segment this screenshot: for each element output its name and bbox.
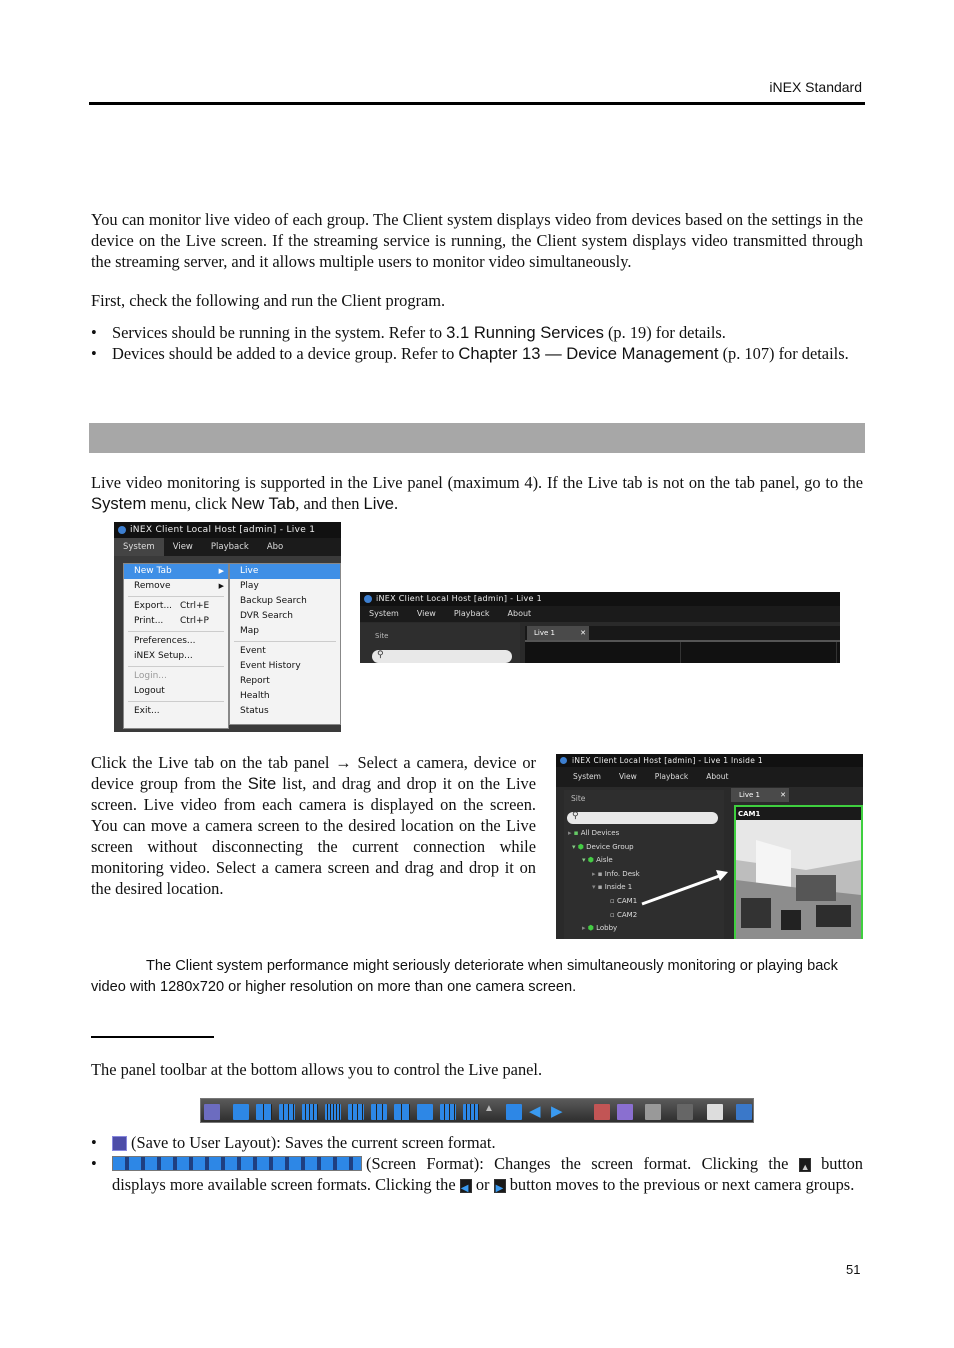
menu-bar <box>360 606 840 622</box>
menu-about[interactable]: About <box>706 772 729 781</box>
submenu-item-event-history[interactable]: Event History <box>240 661 301 671</box>
prerequisite-list <box>91 322 863 364</box>
menu-item-remove[interactable] <box>124 579 228 594</box>
expand-arrow-icon: ▸ <box>568 829 574 837</box>
submenu-item-dvr-search[interactable]: DVR Search <box>240 611 293 621</box>
submenu-item-map[interactable]: Map <box>240 626 259 636</box>
menu-separator <box>234 641 336 642</box>
bullet-icon: • <box>91 1133 97 1152</box>
app-logo-icon <box>118 526 126 534</box>
camera-label: CAM1 <box>738 810 761 818</box>
site-panel <box>564 790 724 939</box>
tree-item-label: CAM2 <box>616 910 638 919</box>
layout-lock-icon[interactable] <box>677 1104 693 1120</box>
toolbar-list <box>91 1132 863 1195</box>
previous-group-icon: ◀ <box>460 1179 472 1193</box>
layout-8-icon[interactable] <box>394 1104 410 1120</box>
layout-1x1-icon[interactable] <box>233 1104 249 1120</box>
collapse-arrow-icon: ▾ <box>592 883 598 892</box>
tree-item-label: CAM1 <box>616 896 638 905</box>
submenu-arrow-icon: ▶ <box>218 582 224 590</box>
menu-view[interactable]: View <box>618 772 637 781</box>
menu-item-label: Print... <box>134 616 164 626</box>
tree-item-device-group[interactable] <box>568 841 724 855</box>
more-formats-arrow-icon[interactable]: ▲ <box>484 1103 494 1114</box>
menu-item-new-tab[interactable] <box>124 564 228 579</box>
intro-paragraph: You can monitor live video of each group. The Client system displays video from devices based on the settings in the device on the Live screen. If the streaming service is running, the Client system displays video transmitted through the streaming server, and it allows multiple users to monitor video simultaneously. <box>91 210 863 271</box>
window-titlebar <box>114 522 341 538</box>
menu-item-label: New Tab <box>134 566 172 576</box>
list-name-site: Site <box>247 774 277 793</box>
live-panel-area <box>525 626 840 663</box>
sequence-icon[interactable] <box>594 1104 610 1120</box>
submenu-item-play[interactable]: Play <box>240 581 259 591</box>
menu-system[interactable]: System <box>573 772 601 781</box>
list-item-text: Services should be running in the system. Refer to <box>112 323 447 342</box>
save-layout-icon <box>112 1136 127 1151</box>
menu-about[interactable]: Abo <box>266 542 284 552</box>
save-layout-icon[interactable] <box>204 1104 220 1120</box>
layout-2x2-icon[interactable] <box>256 1104 272 1120</box>
window-title: iNEX Client Local Host [admin] - Live 1 <box>130 525 316 535</box>
group-icon: ⬢ <box>577 842 587 851</box>
list-item <box>91 1132 863 1153</box>
site-panel-title: Site <box>375 632 389 640</box>
screen-format-icons <box>112 1156 362 1171</box>
list-item <box>91 322 863 343</box>
menu-item-login: Login... <box>134 671 167 681</box>
submenu-item-live[interactable]: Live <box>230 564 340 579</box>
screenshot-live-camera <box>556 754 863 939</box>
menu-playback[interactable]: Playback <box>453 609 490 618</box>
intro-check-paragraph: First, check the following and run the Client program. <box>91 291 446 310</box>
screenshot-system-menu <box>114 522 341 732</box>
submenu-item-event[interactable]: Event <box>240 646 266 656</box>
app-logo-icon <box>560 757 567 764</box>
menu-view[interactable]: View <box>172 542 193 552</box>
layout-16-icon[interactable] <box>463 1104 479 1120</box>
window-title: iNEX Client Local Host [admin] - Live 1 <box>376 594 542 603</box>
expand-arrow-icon: ▸ <box>592 869 598 878</box>
list-item-text: button displays more available screen formats. Clicking the <box>112 1154 863 1194</box>
tree-item-all-devices[interactable] <box>568 827 724 841</box>
performance-note: The Client system performance might seriously deteriorate when simultaneously monitoring or playing back video with 1280x720 or higher resolution on more than one camera screen. <box>91 958 838 995</box>
menu-about[interactable]: About <box>507 609 532 618</box>
menu-system[interactable]: System <box>369 609 399 618</box>
close-icon[interactable]: ✕ <box>580 629 586 637</box>
window-title: iNEX Client Local Host [admin] - Live 1 Inside 1 <box>572 756 763 765</box>
collapse-arrow-icon: ▾ <box>582 856 588 865</box>
site-search-input[interactable] <box>567 812 718 824</box>
camera-icon: ▫ <box>610 910 617 919</box>
more-formats-arrow-icon: ▲ <box>799 1158 811 1172</box>
search-icon: ⚲ <box>572 811 579 821</box>
group-icon: ⬢ <box>587 924 597 933</box>
expand-arrow-icon: ▸ <box>582 924 588 933</box>
next-group-icon[interactable]: ▶ <box>551 1104 563 1120</box>
text: Live video monitoring is supported in the Live panel (maximum 4). If the Live tab is not on the tab panel, go to the <box>91 473 863 492</box>
panel-toolbar <box>200 1098 754 1123</box>
menu-item-preferences[interactable]: Preferences... <box>134 636 196 646</box>
menu-separator <box>128 631 224 632</box>
tree-item-label: Device Group <box>586 842 634 851</box>
search-icon: ⚲ <box>377 650 384 660</box>
group-icon: ⬢ <box>587 856 597 865</box>
submenu-item-backup-search[interactable]: Backup Search <box>240 596 307 606</box>
tree-item-label: All Devices <box>580 829 620 837</box>
shortcut-label: Ctrl+P <box>180 616 209 626</box>
tab-live[interactable] <box>527 626 589 640</box>
aspect-ratio-icon[interactable] <box>645 1104 661 1120</box>
drag-arrow-icon <box>636 866 736 911</box>
list-item <box>91 343 863 364</box>
tree-item-label: Inside 1 <box>604 883 633 892</box>
running-header: iNEX Standard <box>769 79 862 95</box>
list-item-text: Devices should be added to a device group. Refer to <box>112 344 459 363</box>
tree-item-lobby[interactable] <box>568 922 724 936</box>
layout-3x3-icon[interactable] <box>279 1104 295 1120</box>
layout-4x4-icon[interactable] <box>302 1104 318 1120</box>
site-search-input[interactable] <box>372 650 512 663</box>
microphone-icon[interactable] <box>736 1104 752 1120</box>
shortcut-label: Ctrl+E <box>180 601 210 611</box>
tab-live[interactable] <box>731 788 789 802</box>
menu-separator <box>128 701 224 702</box>
menu-bar <box>556 767 863 787</box>
camera-video-image <box>736 820 861 939</box>
device-icon: ▪ <box>573 829 581 837</box>
camera-grid <box>525 640 840 663</box>
menu-item-exit[interactable]: Exit... <box>134 706 160 716</box>
menu-view[interactable]: View <box>416 609 436 618</box>
list-item-text: (p. 19) for details. <box>603 323 726 342</box>
tab-label: Live 1 <box>739 791 760 799</box>
layout-5x5-icon[interactable] <box>325 1104 341 1120</box>
device-icon: ▪ <box>597 883 605 892</box>
tree-item-label: Lobby <box>596 924 618 933</box>
toolbar-intro: The panel toolbar at the bottom allows you to control the Live panel. <box>91 1060 543 1079</box>
panel-list-icon[interactable] <box>707 1104 723 1120</box>
header-rule <box>89 102 865 105</box>
screenshot-live-tab <box>360 592 840 663</box>
collapse-arrow-icon: ▾ <box>572 842 578 851</box>
text: , and then <box>295 494 364 513</box>
camera-view[interactable] <box>734 805 863 939</box>
submenu-item-status[interactable]: Status <box>240 706 269 716</box>
menu-item-print[interactable] <box>124 614 228 629</box>
window-titlebar <box>360 592 840 606</box>
tree-item-label: Aisle <box>596 856 613 865</box>
list-item <box>91 1153 863 1195</box>
menu-item-logout[interactable]: Logout <box>134 686 165 696</box>
fullscreen-icon[interactable] <box>506 1104 522 1120</box>
layout-6-icon[interactable] <box>371 1104 387 1120</box>
menu-name-new-tab: New Tab <box>231 494 296 513</box>
menu-name-system: System <box>91 494 147 513</box>
list-item-text: button moves to the previous or next camera groups. <box>505 1175 855 1194</box>
list-item-text: or <box>471 1175 494 1194</box>
menu-playback[interactable]: Playback <box>210 542 249 552</box>
device-icon: ▪ <box>597 869 605 878</box>
layout-13-icon[interactable] <box>440 1104 456 1120</box>
site-panel-title: Site <box>571 794 586 803</box>
bullet-icon: • <box>91 344 97 363</box>
cross-reference-link[interactable]: Chapter 13 — Device Management <box>458 344 719 363</box>
new-tab-submenu <box>229 563 341 725</box>
menu-item-inex-setup[interactable]: iNEX Setup... <box>134 651 193 661</box>
list-item-text: (p. 107) for details. <box>718 344 849 363</box>
text: Click the Live tab on the tab panel → Select a camera, device or device group from the <box>91 753 536 793</box>
menu-name-live: Live <box>363 494 394 513</box>
subheading-rule <box>91 1036 214 1038</box>
tab-label: Live 1 <box>534 629 555 637</box>
menu-item-label: Remove <box>134 581 171 591</box>
menu-separator <box>128 596 224 597</box>
system-dropdown <box>123 563 229 729</box>
bullet-icon: • <box>91 323 97 342</box>
window-titlebar <box>556 754 863 767</box>
site-panel <box>360 623 520 663</box>
text: list, and drag and drop it on the Live screen. Live video from each camera is displayed on the screen. You can move a camera screen to the desired location on the Live screen without disconnecting the current connection while monitoring video. Select a camera screen and drag and drop it on the desired location. <box>91 774 536 898</box>
bullet-icon: • <box>91 1154 97 1173</box>
submenu-arrow-icon: ▶ <box>218 567 224 575</box>
osd-icon[interactable] <box>617 1104 633 1120</box>
submenu-item-report[interactable]: Report <box>240 676 270 686</box>
menu-separator <box>128 666 224 667</box>
cross-reference-link[interactable]: 3.1 Running Services <box>446 323 604 342</box>
next-group-icon: ▶ <box>494 1179 506 1193</box>
menu-item-export[interactable] <box>124 599 228 614</box>
camera-icon: ▫ <box>610 896 617 905</box>
live-paragraph <box>91 472 863 514</box>
close-icon[interactable]: ✕ <box>780 791 786 799</box>
text: menu, click <box>146 494 231 513</box>
list-item-text: (Save to User Layout): Saves the current screen format. <box>131 1133 496 1152</box>
tree-item-label: Info. Desk <box>604 869 640 878</box>
text: . <box>394 494 399 513</box>
page-number: 51 <box>846 1262 861 1277</box>
drag-drop-paragraph <box>91 752 536 899</box>
list-item-text: (Screen Format): Changes the screen format. Clicking the <box>366 1154 799 1173</box>
section-heading-bar <box>89 423 865 453</box>
menu-item-label: Export... <box>134 601 173 611</box>
layout-10-icon[interactable] <box>417 1104 433 1120</box>
previous-group-icon[interactable]: ◀ <box>529 1104 541 1120</box>
menu-system[interactable]: System <box>114 538 164 556</box>
menu-bar <box>114 538 341 556</box>
app-logo-icon <box>364 595 372 603</box>
menu-playback[interactable]: Playback <box>654 772 689 781</box>
submenu-item-health[interactable]: Health <box>240 691 270 701</box>
layout-custom-icon[interactable] <box>348 1104 364 1120</box>
